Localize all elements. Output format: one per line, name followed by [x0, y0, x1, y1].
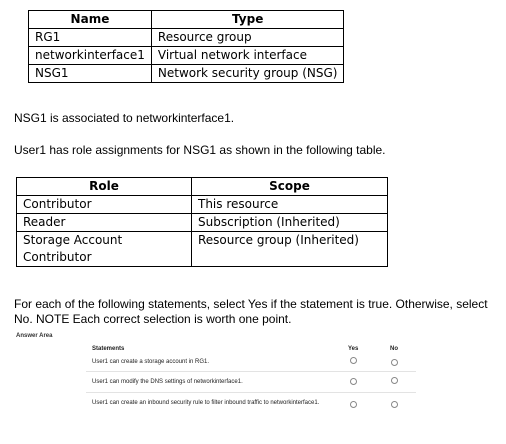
no-header: No — [390, 346, 398, 352]
column-header-role: Role — [17, 178, 192, 196]
statement-3: User1 can create an inbound security rule to filter inbound traffic to networkinterface1. — [92, 400, 320, 406]
column-header-name: Name — [29, 11, 152, 29]
resource-type-cell: Network security group (NSG) — [151, 65, 344, 83]
table-row — [29, 29, 344, 47]
yes-header: Yes — [348, 346, 359, 352]
role-cell: Storage Account Contributor — [17, 232, 192, 267]
resource-name-cell: NSG1 — [29, 65, 152, 83]
statement-1: User1 can create a storage account in RG1. — [92, 359, 210, 365]
table-row — [29, 65, 344, 83]
instructions-paragraph — [14, 297, 488, 327]
answer-area-label: Answer Area — [16, 333, 53, 339]
role-cell: Contributor — [17, 196, 192, 214]
resources-table — [28, 10, 344, 83]
association-paragraph: NSG1 is associated to networkinterface1. — [14, 111, 235, 125]
roles-intro-paragraph: User1 has role assignments for NSG1 as shown in the following table. — [14, 143, 386, 157]
instructions-line-1: For each of the following statements, select Yes if the statement is true. Otherwise, select — [14, 297, 488, 311]
scope-cell: This resource — [192, 196, 388, 214]
statement-2-no-radio[interactable] — [391, 377, 398, 384]
table-row — [17, 232, 388, 267]
scope-cell: Resource group (Inherited) — [192, 232, 388, 267]
statement-3-no-radio[interactable] — [391, 401, 398, 408]
column-header-scope: Scope — [192, 178, 388, 196]
instructions-line-2: No. NOTE Each correct selection is worth one point. — [14, 312, 292, 326]
statement-divider — [86, 371, 416, 372]
statement-divider — [86, 392, 416, 393]
scope-cell: Subscription (Inherited) — [192, 214, 388, 232]
table-row — [17, 214, 388, 232]
resource-type-cell: Virtual network interface — [151, 47, 344, 65]
statement-2: User1 can modify the DNS settings of networkinterface1. — [92, 379, 243, 385]
resource-name-cell: RG1 — [29, 29, 152, 47]
statement-2-yes-radio[interactable] — [350, 378, 357, 385]
statement-3-yes-radio[interactable] — [350, 401, 357, 408]
roles-header-row — [17, 178, 388, 196]
statement-1-no-radio[interactable] — [391, 359, 398, 366]
resources-header-row — [29, 11, 344, 29]
resource-type-cell: Resource group — [151, 29, 344, 47]
table-row — [17, 196, 388, 214]
statement-1-yes-radio[interactable] — [350, 357, 357, 364]
column-header-type: Type — [151, 11, 344, 29]
table-row — [29, 47, 344, 65]
role-cell: Reader — [17, 214, 192, 232]
statements-header: Statements — [92, 346, 125, 352]
roles-table — [16, 177, 388, 267]
resource-name-cell: networkinterface1 — [29, 47, 152, 65]
